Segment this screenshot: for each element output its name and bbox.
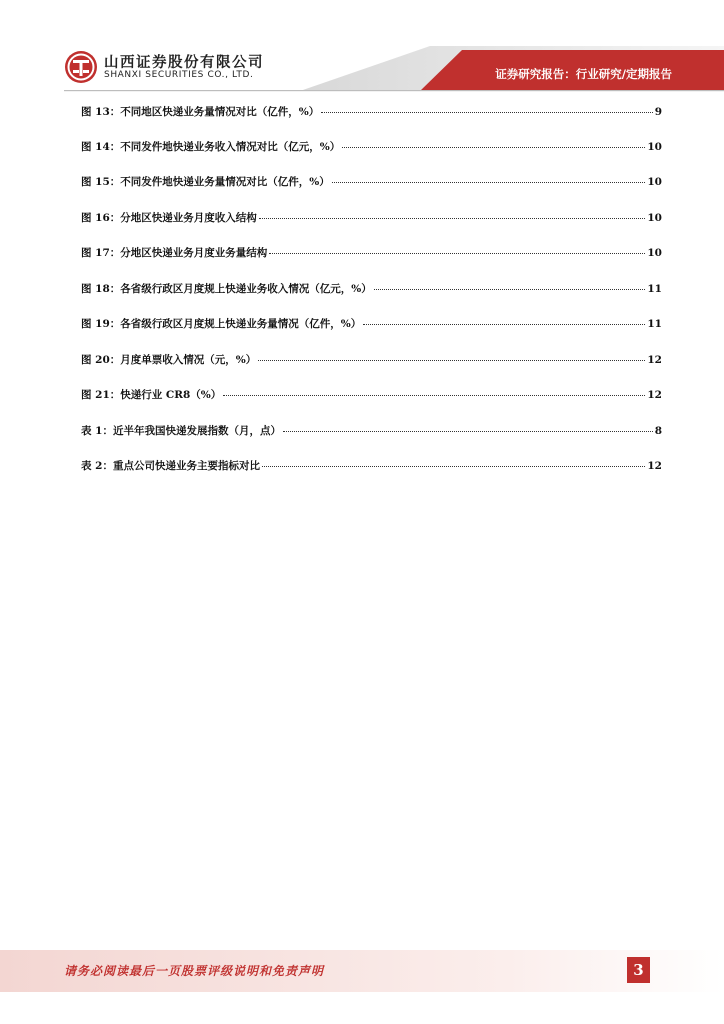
toc-leader-dots xyxy=(283,422,653,432)
toc-item-label: 图 15：不同发件地快递业务量情况对比（亿件，%） xyxy=(81,176,330,188)
toc-item-page: 10 xyxy=(647,141,662,153)
toc-item-label: 表 1：近半年我国快递发展指数（月，点） xyxy=(81,425,281,437)
toc-item[interactable] xyxy=(81,281,662,297)
toc-item-label: 图 14：不同发件地快递业务收入情况对比（亿元，%） xyxy=(81,141,341,153)
company-logo-icon xyxy=(64,50,98,84)
toc-leader-dots xyxy=(258,351,645,361)
toc-item-page: 11 xyxy=(647,318,662,330)
toc-leader-dots xyxy=(259,209,646,219)
toc-item-page: 12 xyxy=(647,354,662,366)
toc-item[interactable] xyxy=(81,352,662,368)
page-header xyxy=(0,0,724,100)
toc-leader-dots xyxy=(269,244,645,254)
header-band xyxy=(0,0,724,100)
toc-item[interactable] xyxy=(81,458,662,474)
toc-item[interactable] xyxy=(81,245,662,261)
footer-disclaimer: 请务必阅读最后一页股票评级说明和免责声明 xyxy=(64,964,325,978)
toc-leader-dots xyxy=(363,315,645,325)
toc-leader-dots xyxy=(342,138,645,148)
toc-item-label: 图 17：分地区快递业务月度业务量结构 xyxy=(81,247,268,259)
company-name-en: SHANXI SECURITIES CO., LTD. xyxy=(104,70,254,80)
company-name-cn: 山西证券股份有限公司 xyxy=(104,55,264,71)
toc-item-page: 8 xyxy=(654,425,662,437)
toc-leader-dots xyxy=(262,457,645,467)
toc-item-label: 图 16：分地区快递业务月度收入结构 xyxy=(81,212,257,224)
toc-item[interactable] xyxy=(81,423,662,439)
toc-item-label: 图 20：月度单票收入情况（元，%） xyxy=(81,354,257,366)
toc-item-label: 表 2：重点公司快递业务主要指标对比 xyxy=(81,460,260,472)
toc-leader-dots xyxy=(332,173,646,183)
toc-item-page: 12 xyxy=(647,389,662,401)
toc-leader-dots xyxy=(223,386,645,396)
toc-item-label: 图 19：各省级行政区月度规上快递业务量情况（亿件，%） xyxy=(81,318,362,330)
toc-item[interactable] xyxy=(81,210,662,226)
toc-leader-dots xyxy=(374,280,646,290)
toc-item-label: 图 18：各省级行政区月度规上快递业务收入情况（亿元，%） xyxy=(81,283,372,295)
page-number: 3 xyxy=(627,957,650,983)
toc-item[interactable] xyxy=(81,174,662,190)
toc-item-label: 图 13：不同地区快递业务量情况对比（亿件，%） xyxy=(81,106,320,118)
toc-item-page: 10 xyxy=(647,212,662,224)
toc-item[interactable] xyxy=(81,387,662,403)
toc-item-page: 11 xyxy=(647,283,662,295)
toc-leader-dots xyxy=(321,103,652,113)
toc-item[interactable] xyxy=(81,104,662,120)
toc-item-page: 12 xyxy=(647,460,662,472)
toc-item-page: 10 xyxy=(647,176,662,188)
toc-item-label: 图 21：快递行业 CR8（%） xyxy=(81,389,222,401)
toc-item-page: 9 xyxy=(654,106,662,118)
report-type: 证券研究报告：行业研究/定期报告 xyxy=(495,67,672,81)
toc-item[interactable] xyxy=(81,316,662,332)
toc-item[interactable] xyxy=(81,139,662,155)
toc-item-page: 10 xyxy=(647,247,662,259)
